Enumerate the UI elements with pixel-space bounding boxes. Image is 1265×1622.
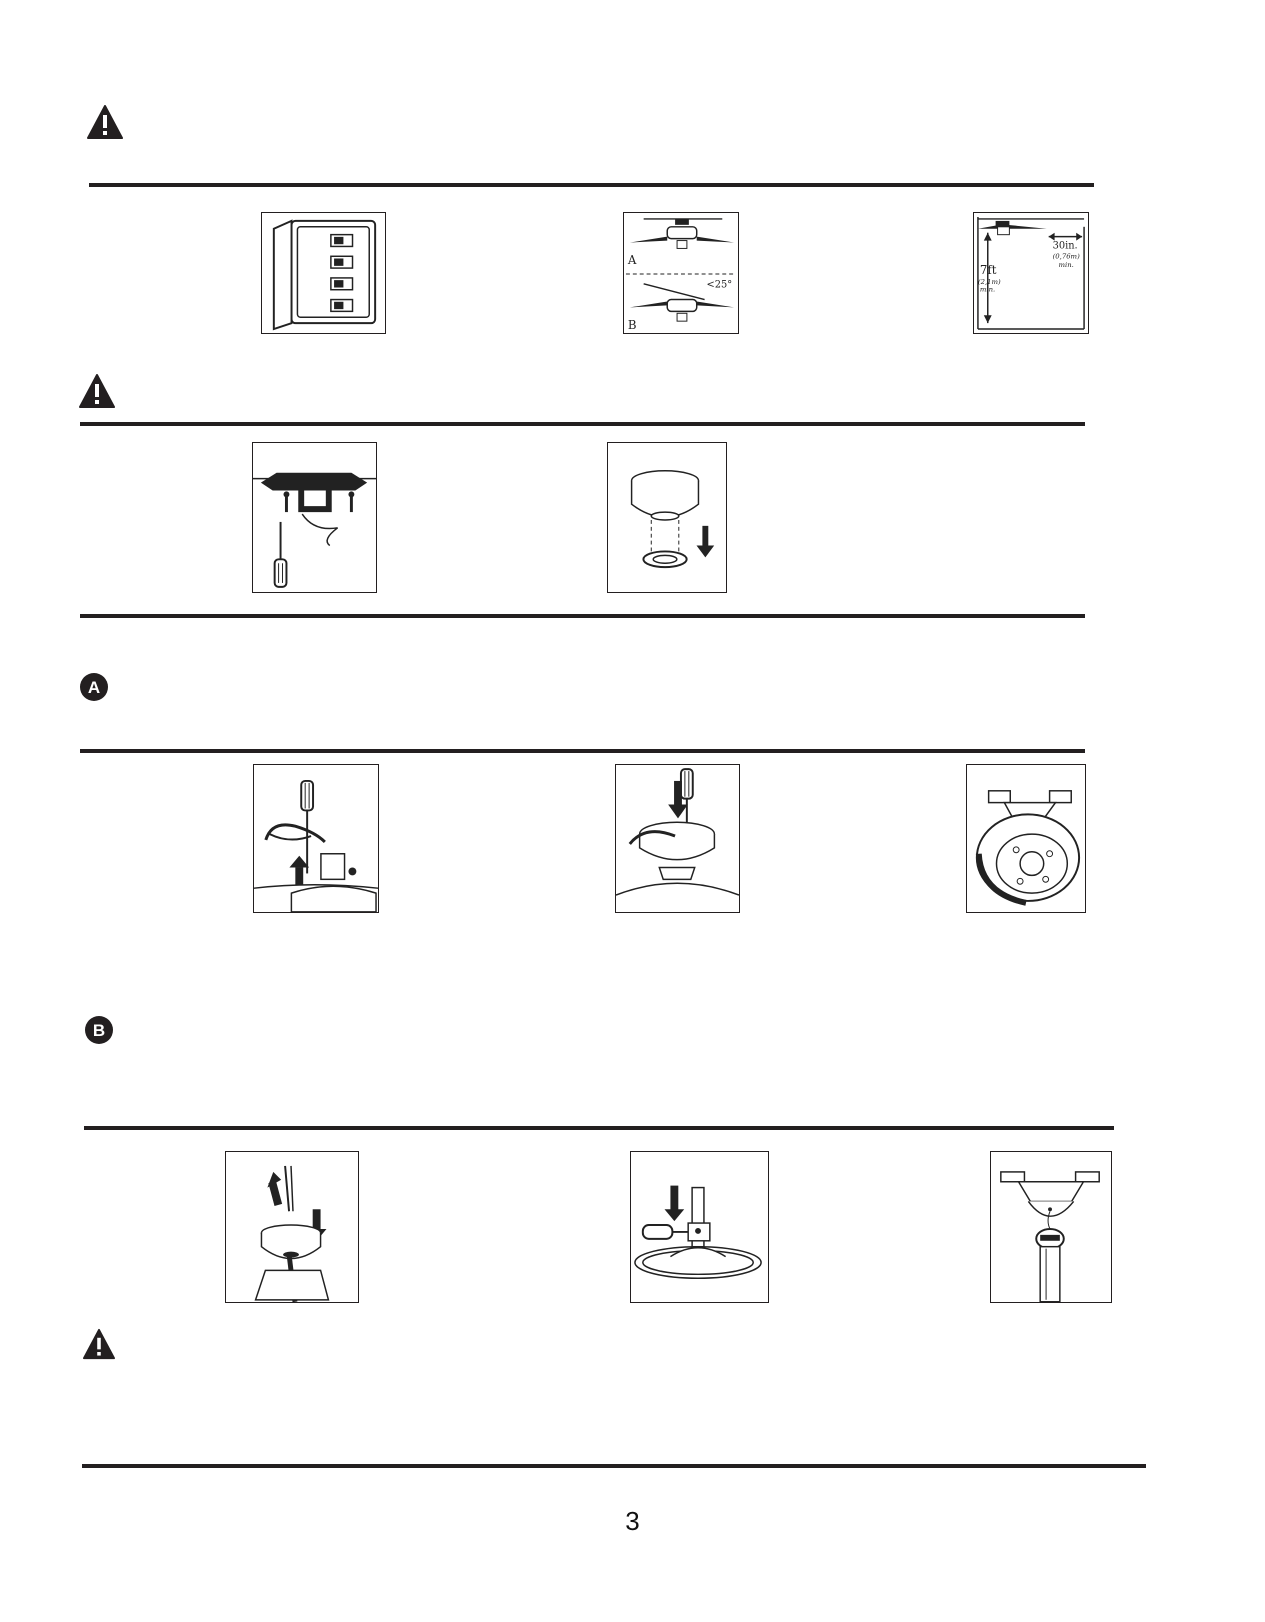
- canopy-bracket-underside-figure: [966, 764, 1086, 913]
- svg-text:A: A: [87, 678, 101, 697]
- ceiling-angle-figure: [623, 212, 739, 334]
- hanger-ball-screwdriver-figure: [253, 764, 379, 913]
- downrod-install-figure: [630, 1151, 769, 1303]
- section-rule: [80, 749, 1085, 753]
- downrod-wire-figure: [225, 1151, 359, 1303]
- side-clearance: 30in.: [1052, 240, 1078, 252]
- section-rule: [82, 1464, 1146, 1468]
- height-clearance-metric: (2,1m): [977, 277, 1001, 286]
- label-b: B: [627, 318, 637, 333]
- canopy-ring-figure: [607, 442, 727, 593]
- hanger-ball-bracket-figure: [990, 1151, 1112, 1303]
- side-clearance-metric: (0,76m): [1052, 252, 1080, 261]
- section-rule: [80, 614, 1085, 618]
- section-rule: [80, 422, 1085, 426]
- page-number: 3: [625, 1506, 640, 1536]
- height-clearance: 7ft: [979, 262, 997, 277]
- canopy-screw-figure: [615, 764, 740, 913]
- section-rule: [89, 183, 1094, 187]
- option-b-marker-icon: [84, 1015, 114, 1045]
- label-a: A: [627, 253, 637, 268]
- breaker-panel-figure: [261, 212, 386, 334]
- height-clearance-min: min.: [979, 285, 996, 294]
- angle-label: <25°: [706, 279, 733, 291]
- svg-text:B: B: [92, 1021, 106, 1040]
- option-a-marker-icon: [79, 672, 109, 702]
- warning-triangle-icon: [86, 104, 124, 140]
- section-rule: [84, 1126, 1114, 1130]
- side-clearance-min: min.: [1058, 261, 1074, 270]
- warning-triangle-icon: [82, 1328, 116, 1360]
- mounting-bracket-screwdriver-figure: [252, 442, 377, 593]
- clearance-figure: [973, 212, 1089, 334]
- warning-triangle-icon: [78, 373, 116, 409]
